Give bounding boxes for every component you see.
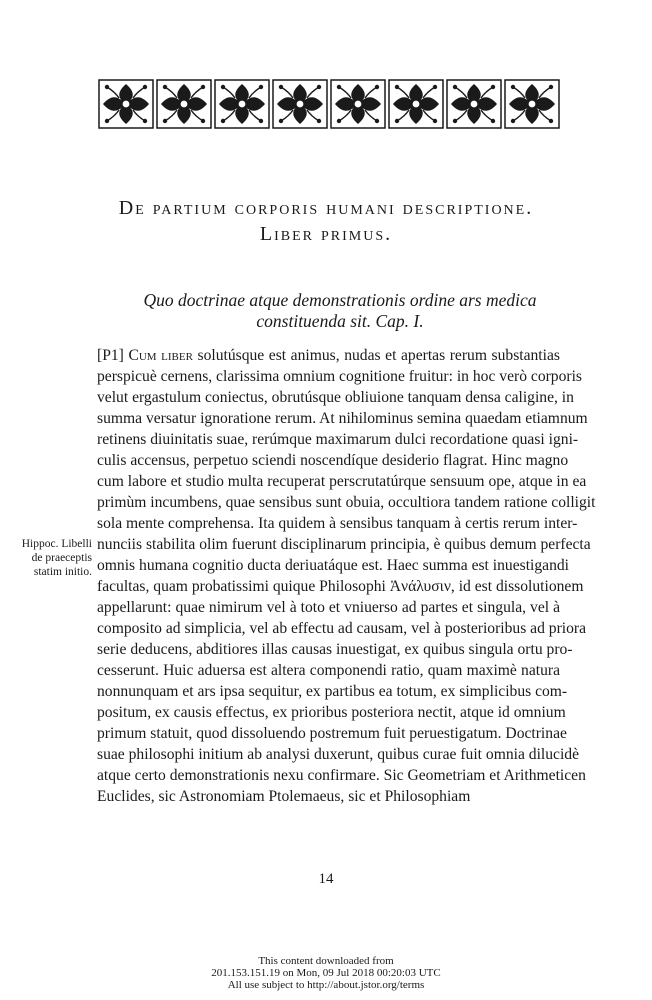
- page-number: 14: [318, 871, 334, 887]
- body-line: composito ad simplicia, vel ab effectu ad causam, vel à posterioribus ad priora: [97, 620, 587, 637]
- body-line: appellarunt: quae nimirum vel à toto et vniuerso ad partes et singula, vel à: [97, 599, 560, 616]
- ornament-band: [97, 78, 561, 130]
- body-line: culis accensus, perpetuo sciendi noscendíque desiderio flagrat. Hinc magno: [97, 452, 569, 469]
- body-line: positum, ex causis effectus, ex prioribus posteriora nectit, atque id omnium: [97, 704, 566, 721]
- page-marker: [P1]: [97, 347, 124, 364]
- body-line-1: [97, 345, 560, 366]
- margin-note-line-2: de praeceptis: [31, 552, 92, 564]
- body-line: perspicuè cernens, clarissima omnium cognitione fruitur: in hoc verò corporis: [97, 368, 582, 385]
- body-line: facultas, quam probatissimi quique Philosophi Ἀνάλυσιν, id est dissolutionem: [97, 578, 584, 595]
- body-line: primum statuit, quod dissoluendo postremum fuit peruestigatum. Doctrinae: [97, 725, 567, 742]
- body-line: velut ergastulum coniectus, obrutúsque obliuione tanquam densa caligine, in: [97, 389, 574, 406]
- opening-words: Cum liber: [128, 347, 193, 364]
- body-line: retinens diuinitatis suae, rerúmque maximarum dulci recordatione quasi igni-: [97, 431, 579, 448]
- book-subtitle: Liber primus.: [259, 223, 393, 245]
- body-line: atque certo demonstrationis nexu confirmare. Sic Geometriam et Arithmeticen: [97, 767, 586, 784]
- chapter-heading-line-2: constituenda sit. Cap. I.: [256, 311, 424, 331]
- terms-notice: All use subject to http://about.jstor.org/terms: [227, 979, 425, 991]
- body-line: serie deducens, abditiores illas causas inuestigat, ex quibus singula ortu pro-: [97, 641, 573, 658]
- body-line: cesserunt. Huic aduersa est altera componendi ratio, quam maximè natura: [97, 662, 560, 679]
- body-line: sola mente comprehensa. Ita quidem à sensibus tanquam à certis rerum inter-: [97, 515, 578, 532]
- margin-note-line-3: statim initio.: [33, 566, 92, 578]
- body-line: omnis humana cognitio ducta deriuatáque est. Haec summa est inuestigandi: [97, 557, 570, 574]
- body-line: suae philosophi initium ab analysi duxerunt, quibus curae fuit omnia dilucidè: [97, 746, 580, 763]
- download-details: 201.153.151.19 on Mon, 09 Jul 2018 00:20:03 UTC: [211, 967, 441, 979]
- body-line: primùm incumbens, quae sensibus sunt obuia, occultiora tandem ratione colligit: [97, 494, 596, 511]
- margin-note-line-1: Hippoc. Libelli: [21, 538, 92, 550]
- body-line: Euclides, sic Astronomiam Ptolemaeus, sic et Philosophiam: [97, 788, 471, 805]
- download-notice: This content downloaded from: [258, 955, 394, 967]
- body-line: summa versatur ignoratione rerum. At nihilominus semina quaedam etiamnum: [97, 410, 588, 427]
- body-line-1-rest: solutúsque est animus, nudas et apertas rerum substantias: [197, 347, 560, 364]
- body-line: nunciis stabilita olim fuerunt disciplinarum principia, è quibus demum perfecta: [97, 536, 591, 553]
- body-line: cum labore et studio multa recuperat perscrutatúrque sensuum ope, atque in ea: [97, 473, 587, 490]
- chapter-heading-line-1: Quo doctrinae atque demonstrationis ordine ars medica: [143, 290, 537, 310]
- book-title: De partium corporis humani descriptione.: [118, 197, 534, 219]
- body-line: nonnunquam et ars ipsa sequitur, ex partibus ea totum, ex simplicibus com-: [97, 683, 568, 700]
